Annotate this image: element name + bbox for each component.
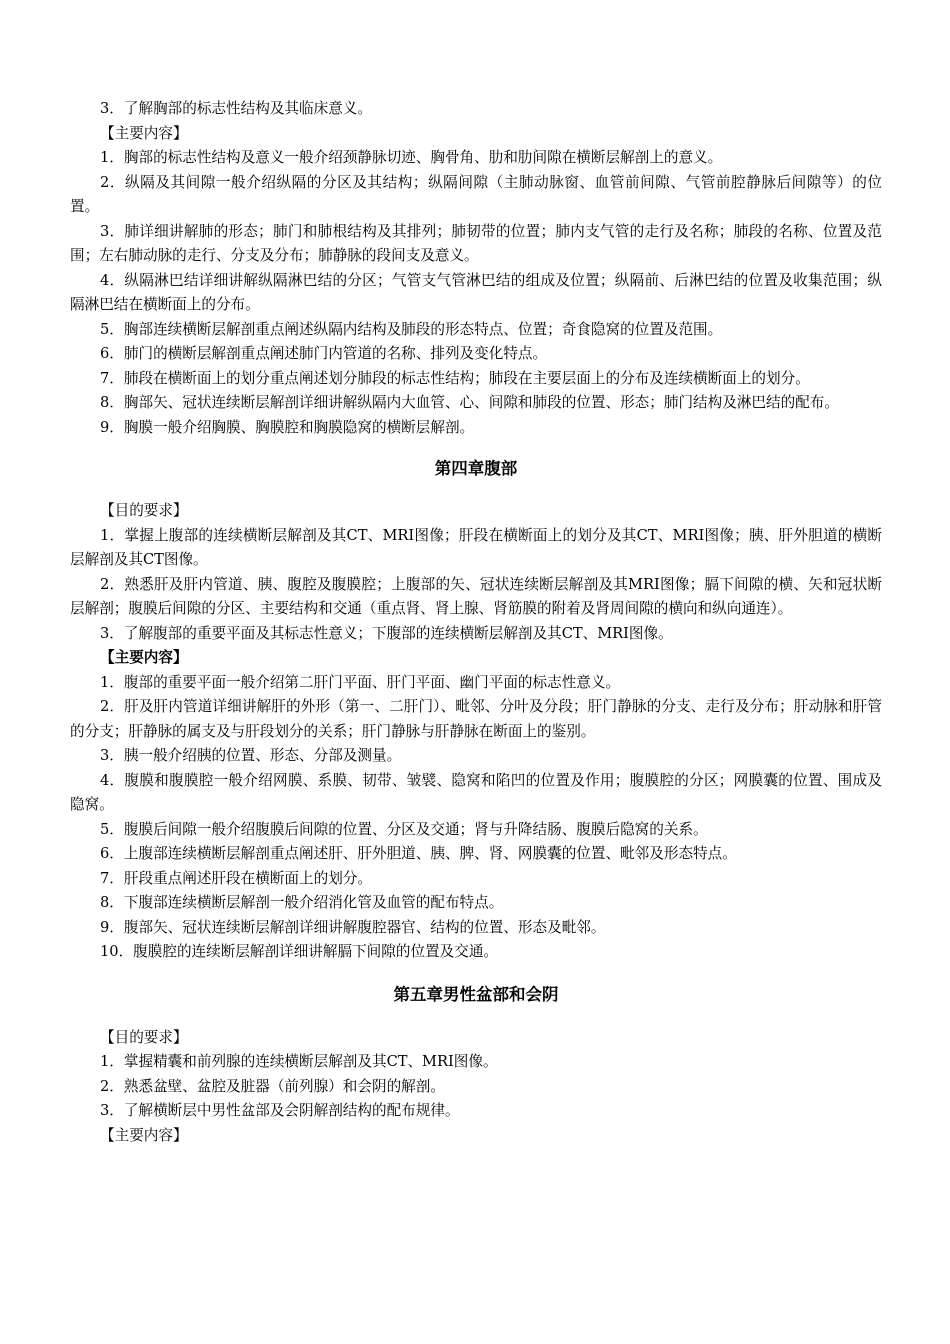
objective-item: 2．熟悉盆壁、盆腔及脏器（前列腺）和会阴的解剖。 — [100, 1077, 445, 1095]
content-item: 9．胸膜一般介绍胸膜、胸膜腔和胸膜隐窝的横断层解剖。 — [100, 418, 475, 436]
objective-item: 1．掌握上腹部的连续横断层解剖及其CT、MRI图像；肝段在横断面上的划分及其CT、MRI图像；胰、肝外胆道的横断层解剖及其CT图像。 — [70, 526, 882, 568]
content-item: 5．胸部连续横断层解剖重点阐述纵隔内结构及肺段的形态特点、位置；奇食隐窝的位置及范围。 — [100, 320, 723, 338]
content-item: 3．肺详细讲解肺的形态；肺门和肺根结构及其排列；肺韧带的位置；肺内支气管的走行及名称；肺段的名称、位置及范围；左右肺动脉的走行、分支及分布；肺静脉的段间支及意义。 — [70, 222, 882, 264]
chapter-title: 第五章男性盆部和会阴 — [393, 984, 559, 1004]
content-item: 8．下腹部连续横断层解剖一般介绍消化管及血管的配布特点。 — [100, 894, 504, 911]
objective-item: 3．了解胸部的标志性结构及其临床意义。 — [100, 100, 372, 117]
content-item: 1．腹部的重要平面一般介绍第二肝门平面、肝门平面、幽门平面的标志性意义。 — [100, 673, 621, 691]
section-heading-objectives: 【目的要求】 — [100, 502, 188, 519]
objective-item: 3．了解横断层中男性盆部及会阴解剖结构的配布规律。 — [100, 1102, 460, 1119]
content-item: 5．腹膜后间隙一般介绍腹膜后间隙的位置、分区及交通；肾与升降结肠、腹膜后隐窝的关系。 — [100, 820, 708, 838]
content-item: 6．肺门的横断层解剖重点阐述肺门内管道的名称、排列及变化特点。 — [100, 345, 548, 362]
objective-item: 2．熟悉肝及肝内管道、胰、腹腔及腹膜腔；上腹部的矢、冠状连续断层解剖及其MRI图像；膈下间隙的横、矢和冠状断层解剖；腹膜后间隙的分区、主要结构和交通（重点肾、肾上腺、肾筋膜的附着及肾周间隙的横向和纵向通连）。 — [70, 575, 882, 617]
content-item: 10．腹膜腔的连续断层解剖详细讲解膈下间隙的位置及交通。 — [100, 943, 499, 960]
document-body — [70, 97, 882, 1148]
content-item: 4．腹膜和腹膜腔一般介绍网膜、系膜、韧带、皱襞、隐窝和陷凹的位置及作用；腹膜腔的分区；网膜囊的位置、围成及隐窝。 — [70, 771, 882, 813]
section-heading-objectives: 【目的要求】 — [100, 1028, 188, 1046]
section-heading-content: 【主要内容】 — [100, 1126, 188, 1144]
objective-item: 1．掌握精囊和前列腺的连续横断层解剖及其CT、MRI图像。 — [100, 1053, 498, 1070]
content-item: 3．胰一般介绍胰的位置、形态、分部及测量。 — [100, 747, 402, 764]
content-item: 1．胸部的标志性结构及意义一般介绍颈静脉切迹、胸骨角、肋和肋间隙在横断层解剖上的意义。 — [100, 149, 723, 166]
content-item: 7．肺段在横断面上的划分重点阐述划分肺段的标志性结构；肺段在主要层面上的分布及连续横断面上的划分。 — [100, 369, 810, 387]
content-item: 7．肝段重点阐述肝段在横断面上的划分。 — [100, 869, 372, 887]
content-item: 9．腹部矢、冠状连续断层解剖详细讲解腹腔器官、结构的位置、形态及毗邻。 — [100, 918, 606, 936]
content-item: 4．纵隔淋巴结详细讲解纵隔淋巴结的分区；气管支气管淋巴结的组成及位置；纵隔前、后淋巴结的位置及收集范围；纵隔淋巴结在横断面上的分布。 — [70, 271, 882, 313]
objective-item: 3．了解腹部的重要平面及其标志性意义；下腹部的连续横断层解剖及其CT、MRI图像。 — [100, 624, 673, 642]
content-item: 2．纵隔及其间隙一般介绍纵隔的分区及其结构；纵隔间隙（主肺动脉窗、血管前间隙、气管前腔静脉后间隙等）的位置。 — [70, 173, 882, 215]
chapter-title: 第四章腹部 — [434, 459, 518, 478]
section-heading-content: 【主要内容】 — [100, 649, 188, 666]
section-heading-content: 【主要内容】 — [100, 124, 188, 142]
content-item: 2．肝及肝内管道详细讲解肝的外形（第一、二肝门）、毗邻、分叶及分段；肝门静脉的分支、走行及分布；肝动脉和肝管的分支；肝静脉的属支及与肝段划分的关系；肝门静脉与肝静脉在断面上的鉴别。 — [70, 698, 882, 740]
content-item: 6．上腹部连续横断层解剖重点阐述肝、肝外胆道、胰、脾、肾、网膜囊的位置、毗邻及形态特点。 — [100, 845, 737, 862]
content-item: 8．胸部矢、冠状连续断层解剖详细讲解纵隔内大血管、心、间隙和肺段的位置、形态；肺门结构及淋巴结的配布。 — [100, 394, 839, 411]
